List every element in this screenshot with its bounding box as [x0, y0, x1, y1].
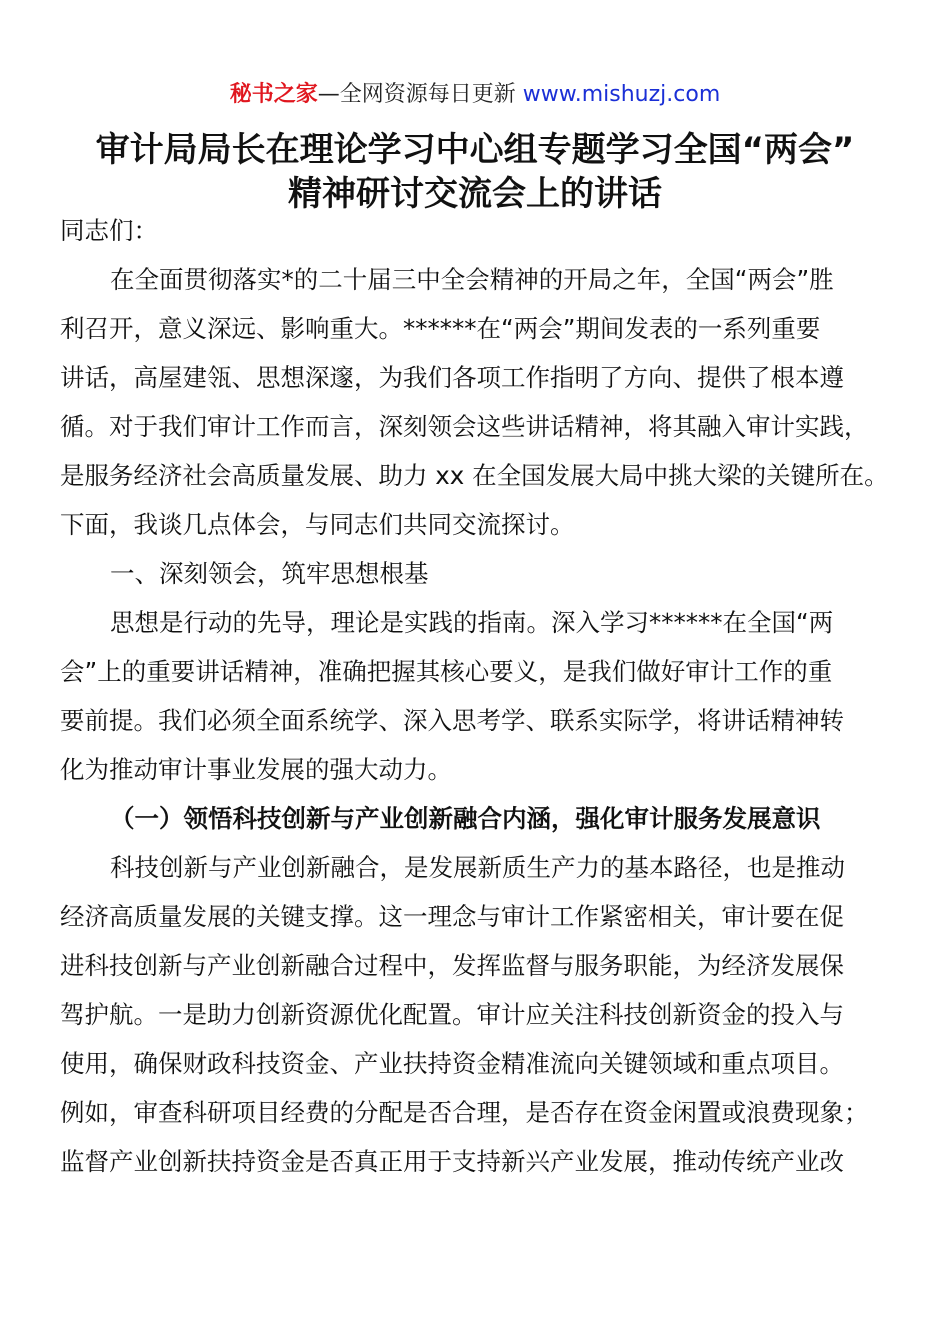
site-tagline: —全网资源每日更新 — [317, 82, 523, 107]
paragraph-line: 进科技创新与产业创新融合过程中，发挥监督与服务职能，为经济发展保 — [60, 951, 844, 980]
brand-name: 秘书之家 — [229, 82, 318, 107]
greeting: 同志们： — [60, 216, 158, 245]
paragraph-line: 例如，审查科研项目经费的分配是否合理，是否存在资金闲置或浪费现象； — [60, 1098, 869, 1127]
document-body — [60, 206, 900, 1186]
paragraph-line: 会”上的重要讲话精神，准确把握其核心要义，是我们做好审计工作的重 — [60, 657, 833, 686]
paragraph-line: 驾护航。一是助力创新资源优化配置。审计应关注科技创新资金的投入与 — [60, 1000, 844, 1029]
subsection-heading: （一）领悟科技创新与产业创新融合内涵，强化审计服务发展意识 — [110, 804, 821, 833]
paragraph-line: 经济高质量发展的关键支撑。这一理念与审计工作紧密相关，审计要在促 — [60, 902, 844, 931]
paragraph-section-1 — [60, 598, 900, 794]
document-title — [40, 128, 910, 216]
paragraph-line: 是服务经济社会高质量发展、助力 xx 在全国发展大局中挑大梁的关键所在。 — [60, 461, 889, 490]
paragraph-line: 利召开，意义深远、影响重大。******在“两会”期间发表的一系列重要 — [60, 314, 821, 343]
paragraph-line: 使用，确保财政科技资金、产业扶持资金精准流向关键领域和重点项目。 — [60, 1049, 844, 1078]
paragraph-line: 下面，我谈几点体会，与同志们共同交流探讨。 — [60, 510, 575, 539]
section-heading: 一、深刻领会，筑牢思想根基 — [110, 559, 429, 588]
paragraph-subsection-1 — [60, 843, 900, 1186]
paragraph-intro — [60, 255, 900, 549]
paragraph-line: 要前提。我们必须全面系统学、深入思考学、联系实际学，将讲话精神转 — [60, 706, 844, 735]
paragraph-line: 科技创新与产业创新融合，是发展新质生产力的基本路径，也是推动 — [110, 853, 845, 882]
site-url-link[interactable]: www.mishuzj.com — [522, 82, 721, 107]
paragraph-line: 循。对于我们审计工作而言，深刻领会这些讲话精神，将其融入审计实践， — [60, 412, 869, 441]
site-header — [0, 78, 950, 112]
paragraph-line: 讲话，高屋建瓴、思想深邃，为我们各项工作指明了方向、提供了根本遵 — [60, 363, 844, 392]
title-line-1: 审计局局长在理论学习中心组专题学习全国“两会” — [95, 130, 855, 170]
paragraph-line: 监督产业创新扶持资金是否真正用于支持新兴产业发展，推动传统产业改 — [60, 1147, 844, 1176]
paragraph-line: 思想是行动的先导，理论是实践的指南。深入学习******在全国“两 — [110, 608, 834, 637]
paragraph-line: 在全面贯彻落实*的二十届三中全会精神的开局之年，全国“两会”胜 — [110, 265, 834, 294]
title-line-2: 精神研讨交流会上的讲话 — [288, 174, 662, 214]
paragraph-line: 化为推动审计事业发展的强大动力。 — [60, 755, 452, 784]
